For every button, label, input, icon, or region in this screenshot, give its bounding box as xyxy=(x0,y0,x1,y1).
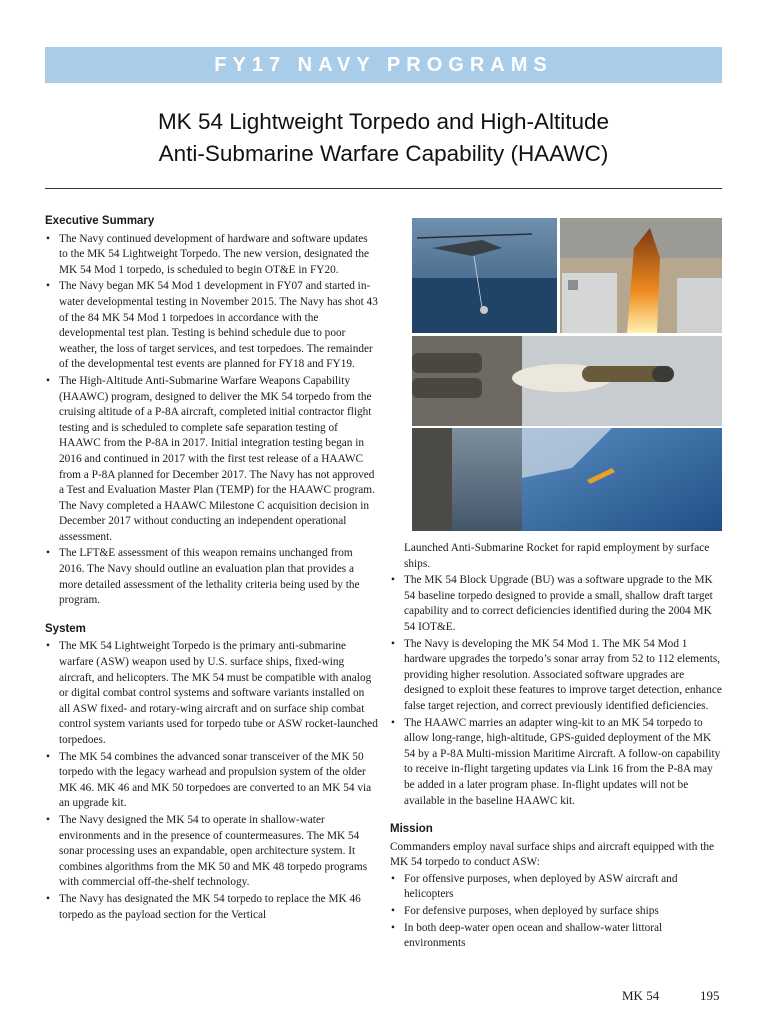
list-item: • For defensive purposes, when deployed by surface ships xyxy=(390,904,723,920)
title-line-2: Anti-Submarine Warfare Capability (HAAWC) xyxy=(158,141,609,166)
footer-section-label: MK 54 xyxy=(622,988,660,1003)
list-item: • The MK 54 combines the advanced sonar transceiver of the MK 50 torpedo with the legacy warhead and propulsion system of the older MK 46. MK 46 and MK 50 torpedoes are converted to an MK 54 via an upgrade kit. xyxy=(45,750,378,812)
system-continuation: Launched Anti-Submarine Rocket for rapid employment by surface ships. xyxy=(404,542,710,570)
right-column xyxy=(390,541,723,953)
executive-summary-list xyxy=(45,232,378,609)
list-item: • The LFT&E assessment of this weapon remains unchanged from 2016. The Navy should outline an evaluation plan that provides a more detailed assessment of the lethality criteria being used by the program. xyxy=(45,546,378,608)
list-item: • The Navy began MK 54 Mod 1 development in FY07 and started in-water developmental testing in November 2015. The Navy has shot 43 of the 84 MK 54 Mod 1 torpedoes in accordance with the developmental test plan. Testing is behind schedule due to poor weather, the loss of target services, and test torpedoes. The remainder of the developmental test events are planned for FY18 and FY19. xyxy=(45,279,378,373)
mission-list xyxy=(390,872,723,952)
system-list-continued xyxy=(390,573,723,809)
system-heading: System xyxy=(45,622,86,635)
list-item: • In both deep-water open ocean and shallow-water littoral environments xyxy=(390,921,723,952)
list-item: • The MK 54 Lightweight Torpedo is the primary anti-submarine warfare (ASW) weapon used by U.S. surface ships, fixed-wing aircraft, and helicopters. The MK 54 must be compatible with analog or digital combat control systems and software variants installed on all ASW fixed- and rotary-wing aircraft and on surface ship combat control system variants used for torpedo tube or ASW rocket-launched torpedoes. xyxy=(45,639,378,748)
mission-heading: Mission xyxy=(390,823,433,836)
list-item: • For offensive purposes, when deployed by ASW aircraft and helicopters xyxy=(390,872,723,903)
page-title xyxy=(45,106,722,170)
list-item: • The Navy designed the MK 54 to operate in shallow-water environments and in the presence of countermeasures. The MK 54 sonar processing uses an expandable, open architecture system. It combines algorithms from the MK 50 and MK 48 torpedo programs with commercial off-the-shelf technology. xyxy=(45,813,378,891)
page-number: 195 xyxy=(700,988,720,1003)
list-item: • The Navy continued development of hardware and software updates to the MK 54 Lightweight Torpedo. The new version, designated the MK 54 Mod 1 torpedo, is scheduled to begin OT&E in FY20. xyxy=(45,232,378,279)
list-item: • The MK 54 Block Upgrade (BU) was a software upgrade to the MK 54 baseline torpedo designed to provide a small, shallow draft target capability and to correct deficiencies identified during the 2004 MK 54 IOT&E. xyxy=(390,573,723,635)
list-item: • The HAAWC marries an adapter wing-kit to an MK 54 torpedo to allow long-range, high-altitude, GPS-guided deployment of the MK 54 by a P-8A Multi-mission Maritime Aircraft. A follow-on capability to receive in-flight targeting updates via Link 16 from the P-8A may be added in a later program phase. In-flight updates will not be available in the baseline HAAWC kit. xyxy=(390,716,723,810)
left-column xyxy=(45,214,378,924)
list-item: • The High-Altitude Anti-Submarine Warfare Weapons Capability (HAAWC) program, designed to deliver the MK 54 torpedo from the cruising altitude of a P-8A aircraft, completed initial contractor flight testing and is scheduled to complete safe separation testing of HAAWC from the P-8A in 2017. Initial integration testing began in 2016 and continued in 2017 with the first test release of a HAAWC from a P-8A planned for December 2017. The Navy has not approved a Test and Evaluation Master Plan (TEMP) for the HAAWC program. The Navy completed a HAAWC Milestone C acquisition decision in December 2017 without conducting an independent operational assessment. xyxy=(45,374,378,546)
torpedo-photo-collage xyxy=(412,218,722,531)
section-banner: FY17 NAVY PROGRAMS xyxy=(45,47,722,83)
title-line-1: MK 54 Lightweight Torpedo and High-Altitude xyxy=(157,109,610,134)
system-list xyxy=(45,639,378,923)
executive-summary-heading: Executive Summary xyxy=(45,215,155,227)
list-item: • The Navy has designated the MK 54 torpedo to replace the MK 46 torpedo as the payload section for the Vertical xyxy=(45,892,378,923)
list-item: • The Navy is developing the MK 54 Mod 1. The MK 54 Mod 1 hardware upgrades the torpedo’s sonar array from 52 to 112 elements, providing higher resolution. Associated software upgrades are designed to exploit these features to improve target detection, enhance false target rejection, and correct previously identified deficiencies. xyxy=(390,637,723,715)
mission-intro: Commanders employ naval surface ships and aircraft equipped with the MK 54 torpedo to conduct ASW: xyxy=(390,840,715,869)
title-divider xyxy=(45,188,722,189)
